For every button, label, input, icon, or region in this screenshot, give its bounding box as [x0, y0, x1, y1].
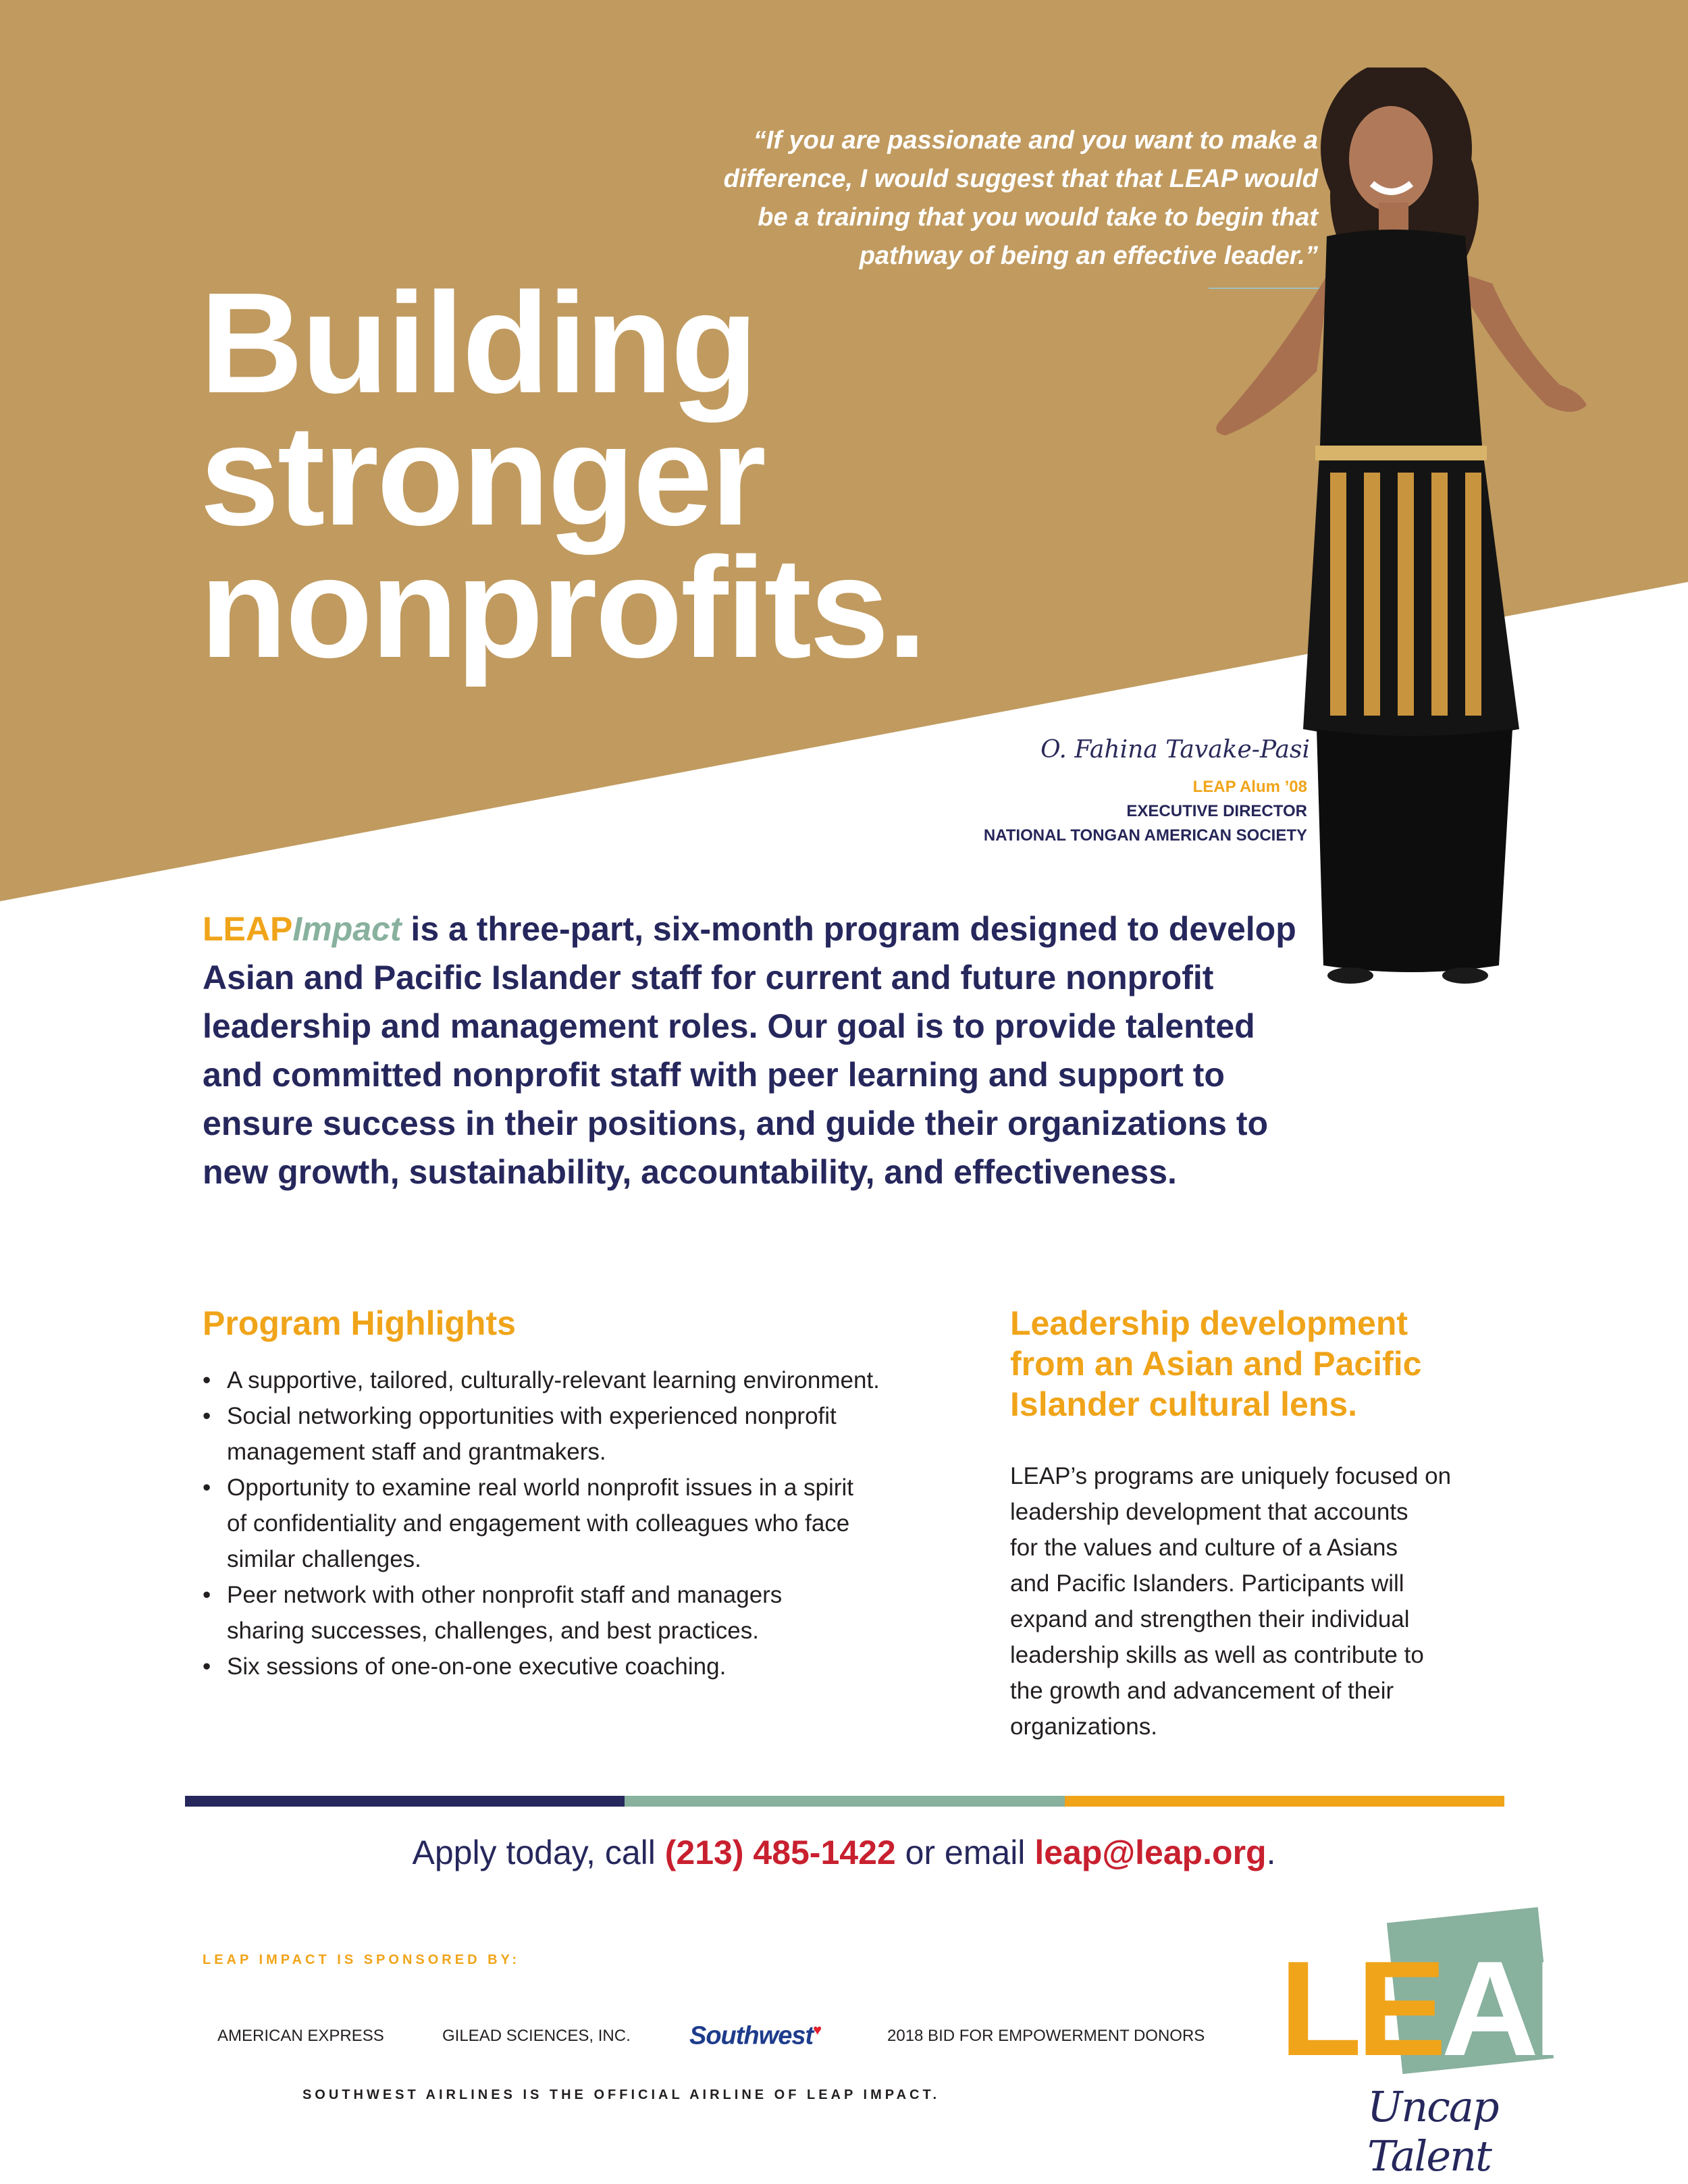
- body-line: leadership development that accounts: [1010, 1499, 1408, 1525]
- list-item-text: management staff and grantmakers.: [227, 1439, 606, 1465]
- list-item-text: similar challenges.: [227, 1546, 421, 1572]
- sponsor-southwest-logo: [689, 2021, 821, 2051]
- divider-gold: [1065, 1796, 1504, 1807]
- quote-line: pathway of being an effective leader.”: [859, 242, 1318, 270]
- heart-icon: ♥: [813, 2021, 822, 2038]
- leadership-body: [1010, 1458, 1523, 1744]
- sponsor-gilead: GILEAD SCIENCES, INC.: [442, 2027, 631, 2045]
- program-intro: [203, 905, 1296, 1196]
- southwest-wordmark: Southwest: [689, 2021, 814, 2050]
- headline-line: stronger: [200, 395, 764, 555]
- leadership-heading: [1010, 1303, 1523, 1424]
- list-item: [203, 1470, 972, 1577]
- leap-logo: [1280, 1915, 1618, 2181]
- divider-teal: [625, 1796, 1064, 1807]
- sponsor-bid-donors: 2018 BID FOR EMPOWERMENT DONORS: [887, 2027, 1205, 2045]
- program-highlights-list: [203, 1362, 972, 1684]
- call-to-action: [0, 1833, 1688, 1872]
- leadership-heading-line: Islander cultural lens.: [1010, 1385, 1358, 1423]
- brand-impact: Impact: [292, 910, 402, 948]
- page-headline: [200, 263, 925, 687]
- list-item-text: sharing successes, challenges, and best practices.: [227, 1618, 759, 1644]
- body-line: the growth and advancement of their: [1010, 1678, 1394, 1704]
- intro-text: is a three-part, six-month program designed to develop Asian and Pacific Islander staff for current and future nonprofit leadership and management roles. Our goal is to provide talented and committed nonprofit staff with peer learning and support to ensure success in their positions, and guide their organizations to new growth, sustainability, accountability, and effectiveness.: [203, 910, 1296, 1191]
- list-item-text: • Six sessions of one-on-one executive coaching.: [227, 1653, 727, 1680]
- official-airline-note: SOUTHWEST AIRLINES IS THE OFFICIAL AIRLINE OF LEAP IMPACT.: [302, 2087, 941, 2102]
- email-link[interactable]: leap@leap.org: [1034, 1834, 1267, 1871]
- body-line: organizations.: [1010, 1713, 1157, 1740]
- list-item: [203, 1362, 972, 1398]
- alum-signature: O. Fahina Tavake-Pasi: [1040, 736, 1310, 764]
- alum-title: EXECUTIVE DIRECTOR: [1126, 802, 1307, 820]
- list-item-text: of confidentiality and engagement with colleagues who face: [227, 1510, 850, 1537]
- divider-navy: [185, 1796, 625, 1807]
- body-line: and Pacific Islanders. Participants will: [1010, 1570, 1404, 1597]
- list-item: [203, 1649, 972, 1684]
- logo-wordmark: [1280, 1934, 1618, 2084]
- sponsor-american-express: AMERICAN EXPRESS: [217, 2027, 384, 2045]
- alum-year: LEAP Alum ’08: [1192, 778, 1307, 796]
- cta-prefix: Apply today, call: [412, 1834, 665, 1871]
- body-line: LEAP’s programs are uniquely focused on: [1010, 1463, 1452, 1489]
- logo-tagline: Uncap Talent: [1367, 2082, 1498, 2181]
- phone-link[interactable]: (213) 485-1422: [664, 1834, 896, 1871]
- brand-leap: LEAP: [203, 910, 293, 948]
- list-item: [203, 1577, 972, 1649]
- headline-line: nonprofits.: [200, 527, 925, 687]
- list-item-text: • Opportunity to examine real world nonprofit issues in a spirit: [227, 1474, 853, 1501]
- quote-line: be a training that you would take to begin that: [758, 203, 1318, 232]
- body-line: for the values and culture of a Asians: [1010, 1535, 1398, 1561]
- quote-line: “If you are passionate and you want to make a: [753, 126, 1318, 155]
- body-line: expand and strengthen their individual: [1010, 1606, 1410, 1632]
- leadership-heading-line: Leadership development: [1010, 1304, 1408, 1342]
- tricolor-divider: [185, 1796, 1504, 1807]
- alum-organization: NATIONAL TONGAN AMERICAN SOCIETY: [983, 826, 1307, 845]
- program-highlights-heading: Program Highlights: [203, 1304, 516, 1342]
- logo-ap: AP: [1441, 1934, 1618, 2084]
- leadership-heading-line: from an Asian and Pacific: [1010, 1345, 1422, 1383]
- quote-line: difference, I would suggest that that LEAP would: [723, 165, 1318, 193]
- logo-le: LE: [1280, 1934, 1442, 2084]
- body-line: leadership skills as well as contribute to: [1010, 1642, 1424, 1668]
- alum-credits: [984, 775, 1307, 848]
- list-item: [203, 1398, 972, 1470]
- list-item-text: • Peer network with other nonprofit staff and managers: [227, 1582, 783, 1608]
- cta-suffix: .: [1266, 1834, 1276, 1871]
- list-item-text: • Social networking opportunities with experienced nonprofit: [227, 1403, 837, 1429]
- sponsors-heading: LEAP IMPACT IS SPONSORED BY:: [203, 1952, 521, 1967]
- alum-photo: [1114, 68, 1627, 986]
- headline-line: Building: [200, 263, 756, 423]
- cta-middle: or email: [895, 1834, 1035, 1871]
- list-item-text: • A supportive, tailored, culturally-relevant learning environment.: [227, 1367, 880, 1393]
